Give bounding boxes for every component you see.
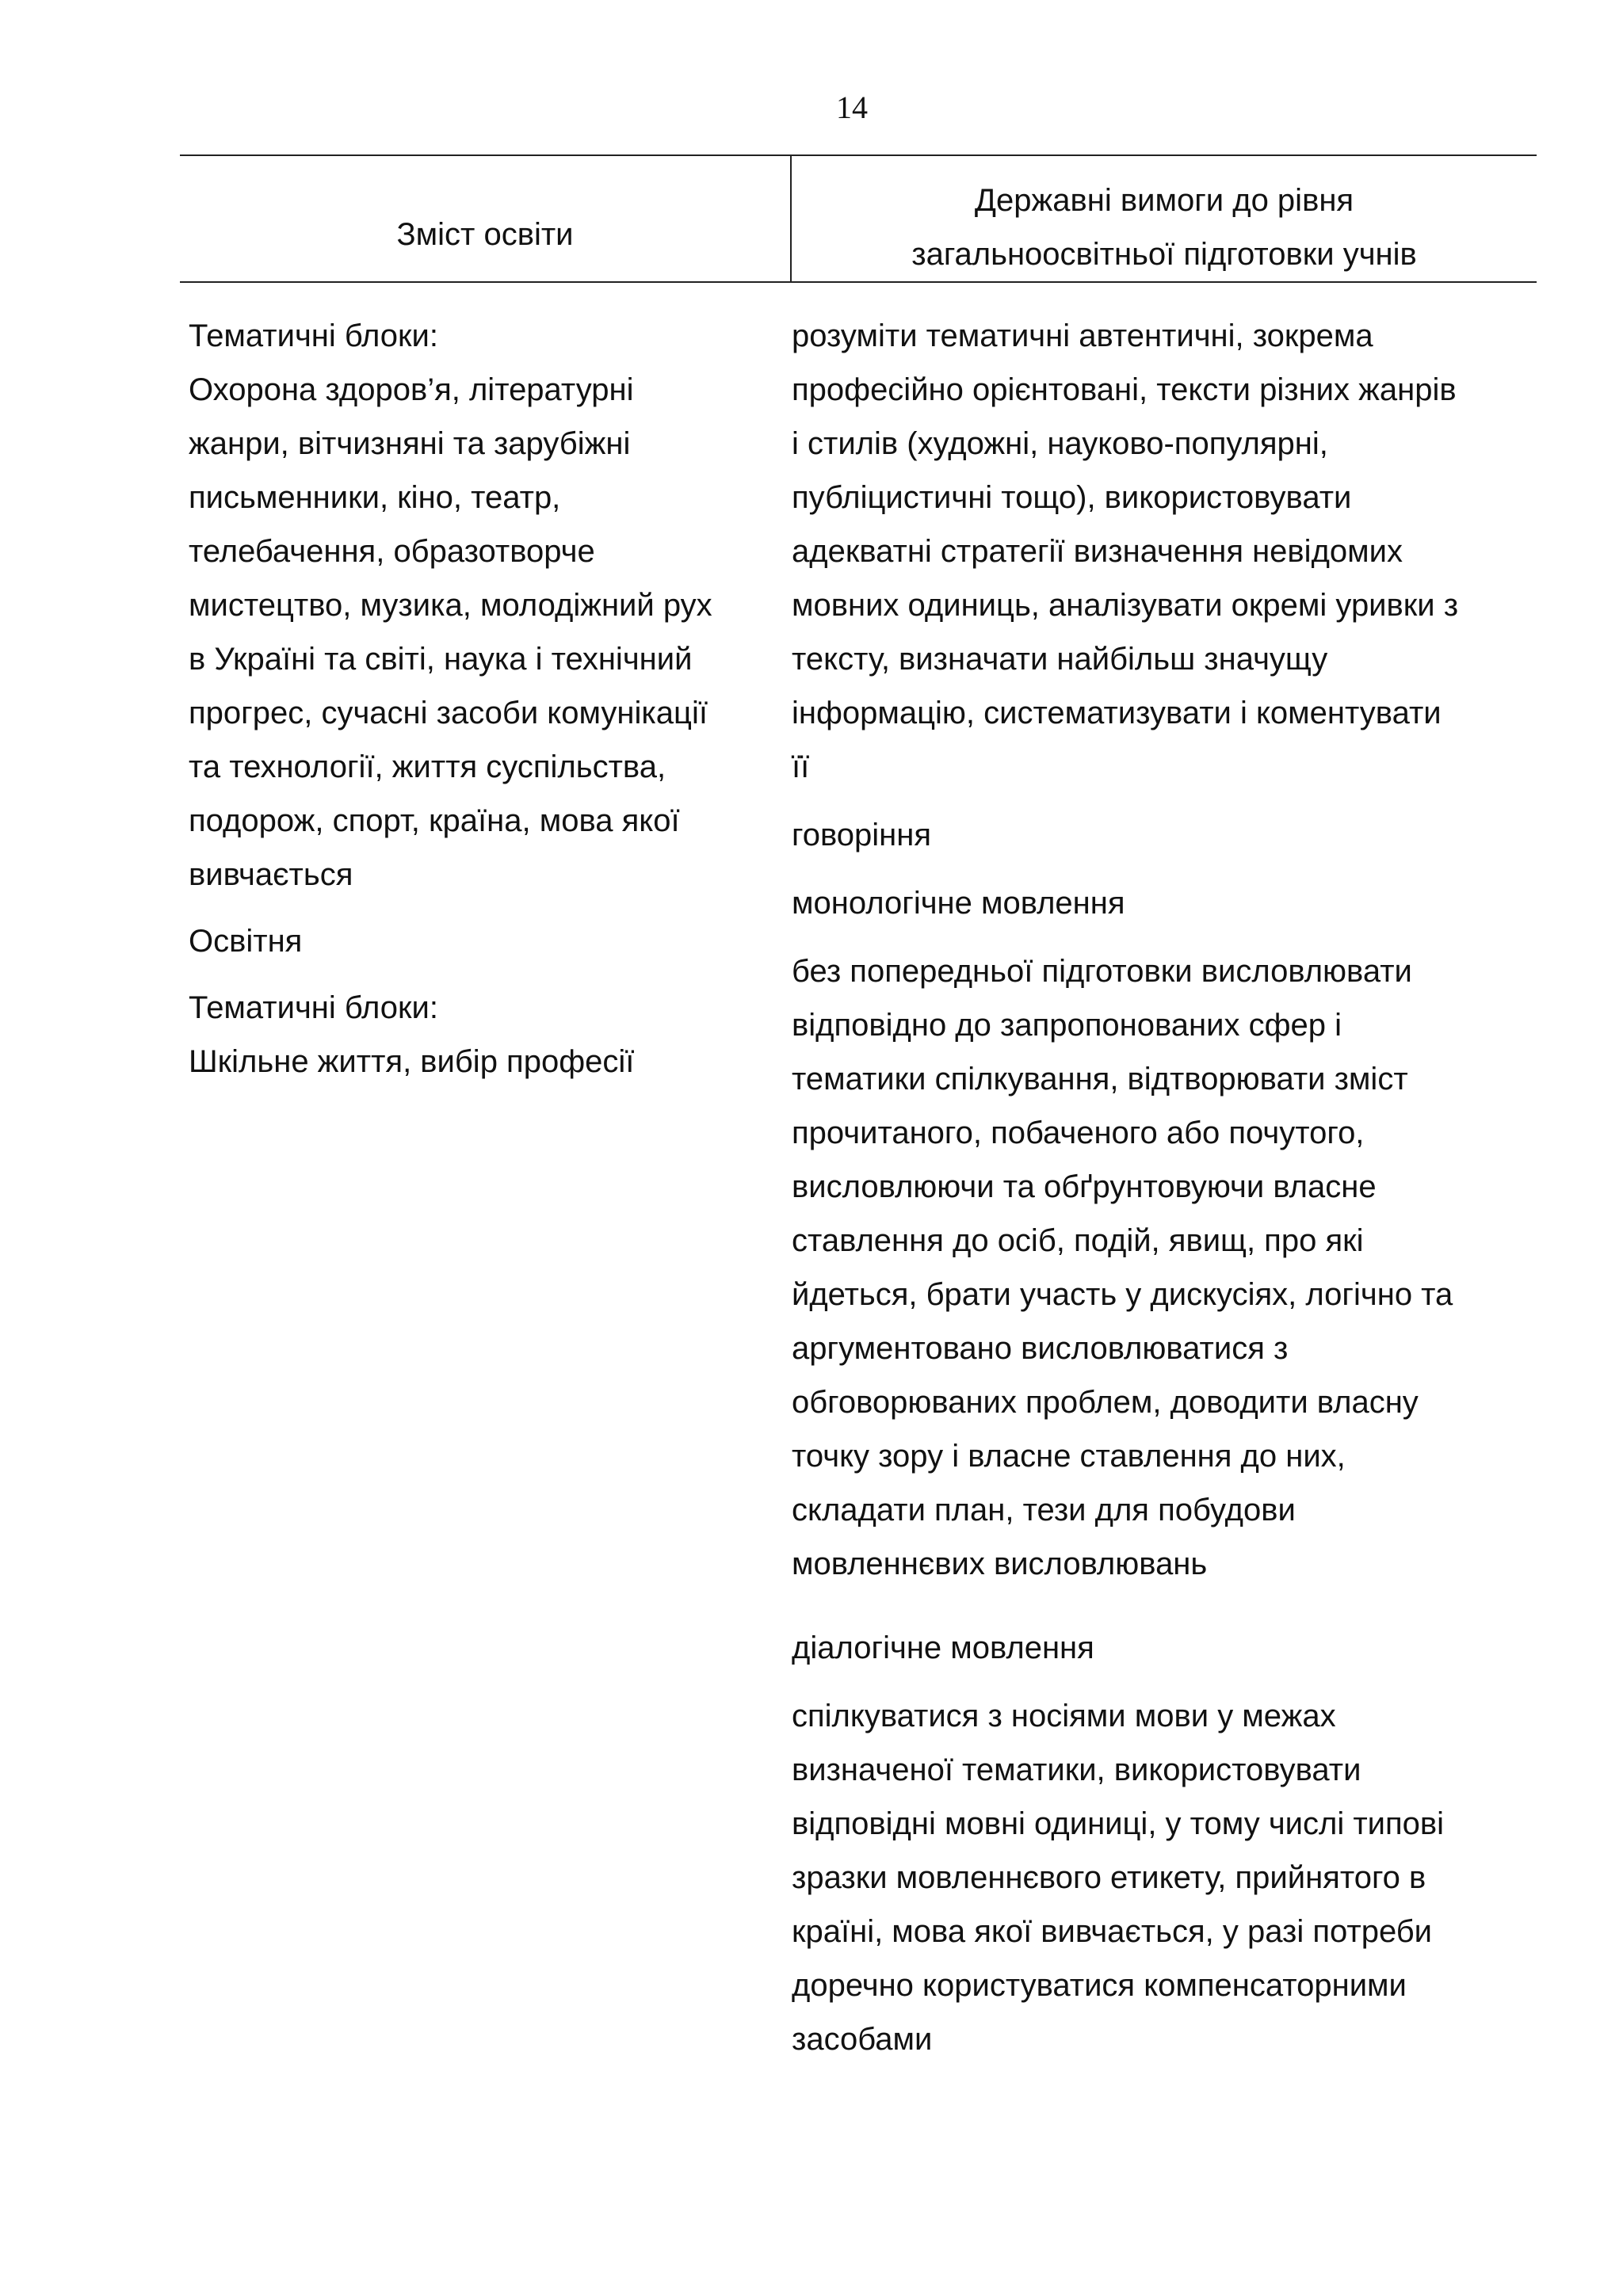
text-line: складати план, тези для побудови: [792, 1493, 1296, 1527]
text-line: прочитаного, побаченого або почутого,: [792, 1116, 1365, 1150]
text-line: точку зору і власне ставлення до них,: [792, 1439, 1346, 1474]
text-line: її: [792, 749, 810, 784]
text-line: розуміти тематичні автентичні, зокрема: [792, 318, 1373, 353]
text-line: мовних одиниць, аналізувати окремі уривки з: [792, 588, 1459, 623]
text-line: зразки мовленнєвого етикету, прийнятого в: [792, 1860, 1426, 1895]
text-line: відповідно до запропонованих сфер і: [792, 1008, 1342, 1043]
text-line: Охорона здоров’я, літературні: [189, 372, 634, 407]
text-line: публіцистичні тощо), використовувати: [792, 480, 1352, 515]
reading-requirements: [792, 309, 1541, 794]
text-line: аргументовано висловлюватися з: [792, 1331, 1289, 1366]
text-line: подорож, спорт, країна, мова якої: [189, 803, 680, 838]
monologue-requirements: [792, 944, 1541, 1591]
table-header: [180, 154, 1537, 283]
text-line: доречно користуватися компенсаторними: [792, 1968, 1407, 2003]
text-line: і стилів (художні, науково-популярні,: [792, 426, 1328, 461]
text-line: ставлення до осіб, подій, явищ, про які: [792, 1223, 1364, 1258]
header-state-requirements: [792, 156, 1537, 281]
text-line: йдеться, брати участь у дискусіях, логічно та: [792, 1277, 1453, 1312]
text-line: без попередньої підготовки висловлювати: [792, 954, 1412, 989]
text-line: висловлюючи та обґрунтовуючи власне: [792, 1169, 1377, 1204]
text-line: відповідні мовні одиниці, у тому числі типові: [792, 1806, 1445, 1841]
text-line: спілкуватися з носіями мови у межах: [792, 1699, 1336, 1733]
text-line: інформацію, систематизувати і коментувати: [792, 696, 1442, 730]
content-column: [189, 309, 791, 1089]
text-line: жанри, вітчизняні та зарубіжні: [189, 426, 631, 461]
header-content-of-education: Зміст освіти: [396, 216, 574, 252]
header-right-line-2: загальноосвітньої підготовки учнів: [911, 237, 1417, 272]
dialogue-requirements: [792, 1689, 1541, 2066]
thematic-blocks-label: Тематичні блоки:: [189, 318, 438, 353]
text-line: мовленнєвих висловлювань: [792, 1547, 1208, 1581]
text-line: прогрес, сучасні засоби комунікації: [189, 696, 708, 730]
text-line: визначеної тематики, використовувати: [792, 1753, 1361, 1787]
text-line: адекватні стратегії визначення невідомих: [792, 534, 1403, 569]
text-line: країні, мова якої вивчається, у разі потреби: [792, 1914, 1433, 1949]
text-line: мистецтво, музика, молодіжний рух: [189, 588, 712, 623]
text-line: засобами: [792, 2022, 933, 2057]
text-line: тексту, визначати найбільш значущу: [792, 642, 1328, 677]
dialogue-heading: діалогічне мовлення: [792, 1630, 1094, 1665]
speaking-heading: говоріння: [792, 818, 931, 852]
section-education: Освітня: [189, 924, 303, 959]
text-line: телебачення, образотворче: [189, 534, 595, 569]
text-line: тематики спілкування, відтворювати зміст: [792, 1062, 1408, 1097]
requirements-column: [792, 309, 1541, 2066]
requirements-table: [180, 154, 1537, 2057]
text-line: обговорюваних проблем, доводити власну: [792, 1385, 1419, 1420]
header-right-line-1: Державні вимоги до рівня: [974, 183, 1354, 218]
thematic-blocks-list: [189, 363, 791, 902]
text-line: професійно орієнтовані, тексти різних жанрів: [792, 372, 1457, 407]
thematic-blocks-list: Шкільне життя, вибір професії: [189, 1044, 635, 1079]
monologue-heading: монологічне мовлення: [792, 886, 1125, 921]
thematic-blocks-label: Тематичні блоки:: [189, 990, 438, 1025]
text-line: вивчається: [189, 857, 353, 892]
text-line: письменники, кіно, театр,: [189, 480, 561, 515]
page-number: 14: [836, 90, 868, 125]
text-line: та технології, життя суспільства,: [189, 749, 666, 784]
text-line: в Україні та світі, наука і технічний: [189, 642, 693, 677]
